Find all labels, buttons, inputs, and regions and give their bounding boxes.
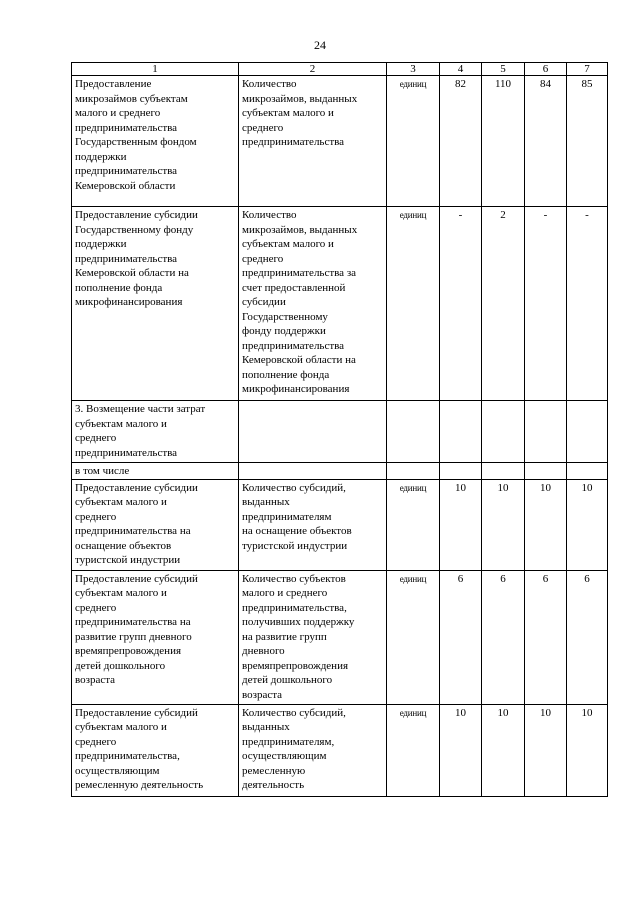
- table-row: [72, 401, 608, 463]
- indicators-table: [71, 62, 608, 797]
- value-cell: [567, 401, 608, 463]
- value-cell: 10: [440, 479, 482, 570]
- measure-cell: Предоставление субсидий субъектам малого и среднего предпринимательства, осуществляющим ремесленную деятельность: [72, 704, 239, 796]
- table-row: [72, 76, 608, 207]
- value-cell: 84: [525, 76, 567, 207]
- value-cell: [525, 401, 567, 463]
- value-cell: 10: [482, 479, 525, 570]
- unit-cell: единиц: [387, 704, 440, 796]
- measure-cell: Предоставление субсидии Государственному фонду поддержки предпринимательства Кемеровской области на пополнение фонда микрофинансирования: [72, 207, 239, 401]
- unit-cell: единиц: [387, 207, 440, 401]
- value-cell: 10: [440, 704, 482, 796]
- table-row: [72, 207, 608, 401]
- table-row: [72, 479, 608, 570]
- value-cell: 10: [482, 704, 525, 796]
- table-row: [72, 570, 608, 704]
- value-cell: -: [567, 207, 608, 401]
- column-header: 3: [387, 63, 440, 76]
- value-cell: -: [525, 207, 567, 401]
- unit-cell: [387, 401, 440, 463]
- value-cell: 82: [440, 76, 482, 207]
- indicator-cell: Количество субсидий, выданных предпринимателям на оснащение объектов туристской индустрии: [239, 479, 387, 570]
- value-cell: 10: [567, 704, 608, 796]
- column-header: 2: [239, 63, 387, 76]
- value-cell: 2: [482, 207, 525, 401]
- value-cell: [440, 401, 482, 463]
- value-cell: 85: [567, 76, 608, 207]
- section-heading-cell: 3. Возмещение части затрат субъектам малого и среднего предпринимательства: [72, 401, 239, 463]
- table-row: [72, 704, 608, 796]
- value-cell: 10: [525, 479, 567, 570]
- indicator-cell: [239, 401, 387, 463]
- column-header: 5: [482, 63, 525, 76]
- indicator-cell: [239, 463, 387, 480]
- value-cell: 6: [567, 570, 608, 704]
- unit-cell: единиц: [387, 76, 440, 207]
- page-number: 24: [314, 38, 326, 52]
- value-cell: [567, 463, 608, 480]
- value-cell: 10: [525, 704, 567, 796]
- table-row: [72, 463, 608, 480]
- value-cell: 6: [482, 570, 525, 704]
- column-header: 7: [567, 63, 608, 76]
- measure-cell: Предоставление субсидии субъектам малого и среднего предпринимательства на оснащение объектов туристской индустрии: [72, 479, 239, 570]
- value-cell: [440, 463, 482, 480]
- value-cell: [482, 401, 525, 463]
- indicator-cell: Количество субсидий, выданных предпринимателям, осуществляющим ремесленную деятельность: [239, 704, 387, 796]
- column-header: 6: [525, 63, 567, 76]
- measure-cell: Предоставление субсидий субъектам малого и среднего предпринимательства на развитие групп дневного времяпрепровождения детей дошкольного возраста: [72, 570, 239, 704]
- value-cell: -: [440, 207, 482, 401]
- unit-cell: единиц: [387, 570, 440, 704]
- column-header: 1: [72, 63, 239, 76]
- value-cell: 110: [482, 76, 525, 207]
- value-cell: [525, 463, 567, 480]
- indicator-cell: Количество микрозаймов, выданных субъектам малого и среднего предпринимательства за счет предоставленной субсидии Государственному фонду поддержки предпринимательства Кемеровской области на пополнение фонда микрофинансирования: [239, 207, 387, 401]
- value-cell: [482, 463, 525, 480]
- value-cell: 6: [440, 570, 482, 704]
- table-header-row: [72, 63, 608, 76]
- value-cell: 10: [567, 479, 608, 570]
- measure-cell: Предоставление микрозаймов субъектам малого и среднего предпринимательства Государственным фондом поддержки предпринимательства Кемеровской области: [72, 76, 239, 207]
- column-header: 4: [440, 63, 482, 76]
- unit-cell: [387, 463, 440, 480]
- indicator-cell: Количество субъектов малого и среднего предпринимательства, получивших поддержку на развитие групп дневного времяпрепровождения детей дошкольного возраста: [239, 570, 387, 704]
- value-cell: 6: [525, 570, 567, 704]
- including-label-cell: в том числе: [72, 463, 239, 480]
- unit-cell: единиц: [387, 479, 440, 570]
- indicator-cell: Количество микрозаймов, выданных субъектам малого и среднего предпринимательства: [239, 76, 387, 207]
